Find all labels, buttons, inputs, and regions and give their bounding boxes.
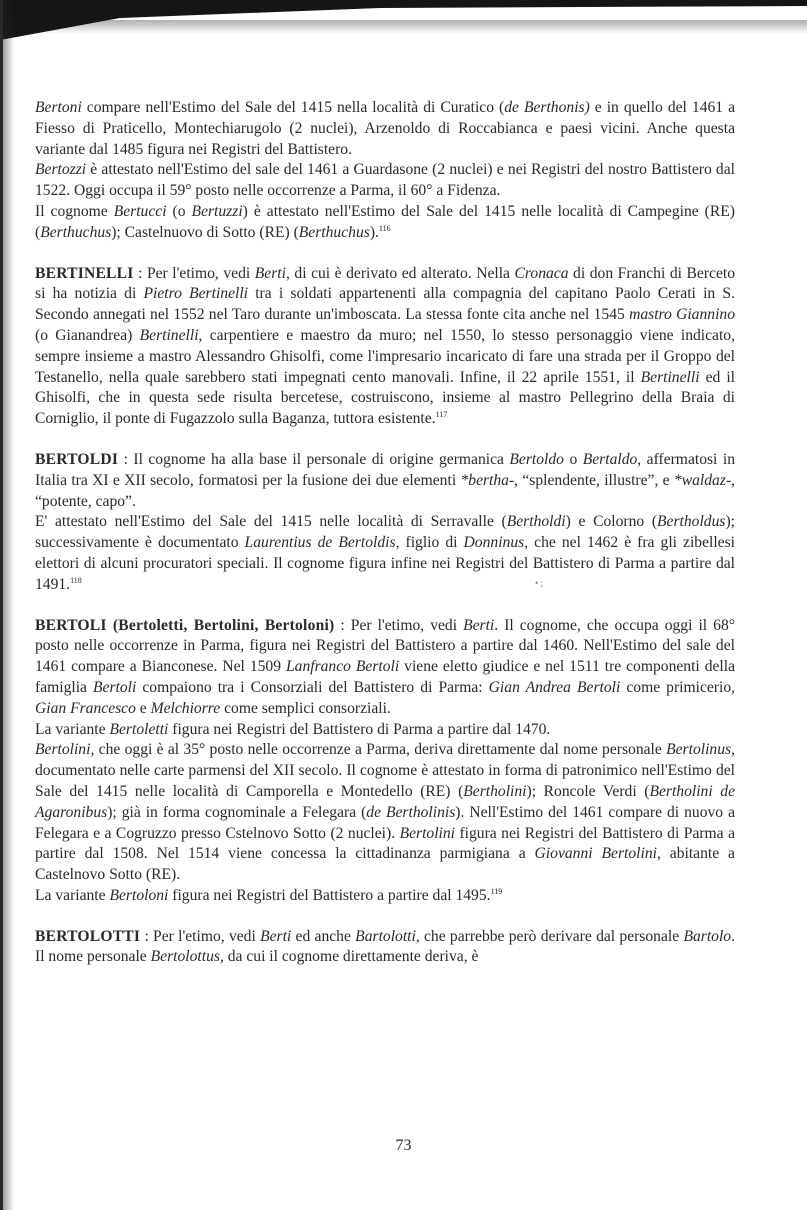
italic-term: Bertinelli <box>139 326 199 344</box>
italic-term: de Bertholinis <box>366 803 456 821</box>
text-run: ed il Ghisolfi, che in questa sede risulta bercetese, costruiscono, insieme al mastro Pellegrino della Braia di Corniglio, il ponte di Fugazzolo sulla Baganza, tuttora esistente. <box>35 368 735 428</box>
paragraph <box>35 264 735 430</box>
text-run: ). Nell'Estimo del 1461 compare di nuovo a Felegara e a Cogruzzo presso Cstelnovo Sotto (2 nuclei). <box>35 803 735 842</box>
italic-term: Berti <box>260 927 292 945</box>
entry-heading: BERTINELLI <box>35 264 134 282</box>
text-run: . Il cognome, che occupa oggi il 68° posto nelle occorrenze in Parma, figura nei Registri del Battistero a partire dal 1460. Nell'Estimo del sale del 1461 compare a Bianconese. Nel 1509 <box>35 616 735 676</box>
text-run: , che parrebbe però derivare dal personale <box>415 927 684 945</box>
italic-term: Bertinelli <box>640 368 700 386</box>
text-run: ) e Colorno ( <box>565 513 658 531</box>
italic-term: Bertoli <box>93 678 137 696</box>
italic-term: Bertolini <box>35 741 91 759</box>
italic-term: *waldaz- <box>673 471 732 489</box>
entry-heading: BERTOLOTTI <box>35 927 141 945</box>
text-run: tra i soldati appartenenti alla compagnia del capitano Paolo Cerati in S. Secondo annegati nel 1552 nel Taro durante un'imboscata. La stessa fonte cita anche nel 1545 <box>35 285 735 324</box>
footnote-ref: 118 <box>70 575 82 585</box>
text-run: figura nei Registri del Battistero di Parma a partire dal 1470. <box>168 720 551 738</box>
italic-term: Bertholini <box>463 782 527 800</box>
paragraph <box>35 740 735 886</box>
text-run: : Per l'etimo, vedi <box>133 264 255 282</box>
text-run: : Per l'etimo, vedi <box>334 616 464 634</box>
text-run: (o <box>166 202 192 220</box>
text-run: La variante <box>35 886 110 904</box>
text-run: compare nell'Estimo del Sale del 1415 nella località di Curatico ( <box>81 99 505 116</box>
italic-term: de Berthonis) <box>504 99 590 116</box>
italic-term: Bertolottus <box>150 948 220 966</box>
paragraph <box>35 160 735 202</box>
footnote-ref: 117 <box>435 410 448 420</box>
paragraph <box>35 98 735 160</box>
text-run: , abitante a Castelnovo Sotto (RE). <box>35 845 735 884</box>
paragraph <box>35 202 735 244</box>
italic-term: Donninus <box>463 534 525 552</box>
text-run: , carpentiere e maestro da muro; nel 1550, lo stesso personaggio viene indicato, sempre insieme a mastro Alessandro Ghisolfi, come l'impresario incaricato di fare una strada per il Groppo del Testanello, nella quale sarebbero stati impegnati cento manovali. Infine, il 22 aprile 1551, il <box>35 326 735 386</box>
text-run: ); successivamente è documentato <box>35 513 735 552</box>
italic-term: Bertoni <box>35 99 82 116</box>
italic-term: Melchiorre <box>150 699 221 717</box>
text-run: , che nel 1462 è fra gli zibellesi elettori di alcuni procuratori speciali. Il cognome figura infine nei Registri del Battistero di Parma a partire dal 1491. <box>35 534 736 593</box>
italic-term: Berti <box>254 264 286 282</box>
italic-term: Bertolinus <box>666 741 732 759</box>
text-run: , che oggi è al 35° posto nelle occorrenze a Parma, deriva direttamente dal nome personale <box>90 741 667 759</box>
italic-term: Bartolotti <box>355 927 416 945</box>
paragraph <box>35 616 735 720</box>
footnote-ref: 116 <box>378 223 391 233</box>
text-run: ). <box>369 223 379 241</box>
text-run: , “potente, capo”. <box>35 471 735 510</box>
italic-term: Bertolini <box>399 824 456 842</box>
italic-term: Bertozzi <box>35 161 87 179</box>
paragraph <box>35 512 735 595</box>
paragraph <box>35 886 735 907</box>
italic-term: Bertoldo <box>509 450 564 468</box>
text-run: di don Franchi di Berceto si ha notizia di <box>35 264 735 303</box>
italic-term: Pietro Bertinelli <box>143 285 248 303</box>
text-run: viene eletto giudice e nel 1511 tre componenti della famiglia <box>35 658 736 696</box>
text-run: e in quello del 1461 a Fiesso di Praticello, Montechiarugolo (2 nuclei), Arzenoldo di Roccabianca e paesi vicini. Anche questa variante dal 1485 figura nei Registri del Battistero. <box>35 99 736 158</box>
paragraph <box>35 450 735 512</box>
italic-term: Bertholdi <box>506 513 566 531</box>
text-run: . Il nome personale <box>35 927 735 966</box>
italic-term: Giovanni Bertolini <box>534 845 657 863</box>
scan-speck: • ; <box>535 578 543 588</box>
text-run: , di cui è derivato ed alterato. Nella <box>285 264 515 282</box>
italic-term: *bertha- <box>460 471 515 489</box>
text-run: : Il cognome ha alla base il personale di origine germanica <box>118 450 510 468</box>
italic-term: Bertholdus <box>657 513 726 531</box>
text-run: (o Gianandrea) <box>35 326 140 344</box>
italic-term: Bertoloni <box>109 886 169 904</box>
text-run: figura nei Registri del Battistero a partire dal 1495. <box>168 886 491 904</box>
paragraph <box>35 720 735 741</box>
italic-term: Berti <box>463 616 495 634</box>
text-run: , affermatosi in Italia tra XI e XII secolo, formatosi per la fusione dei due elementi <box>35 450 735 489</box>
italic-term: Bertoletti <box>109 720 169 738</box>
italic-term: Bertuzzi <box>191 202 243 220</box>
text-run: ); Castelnuovo di Sotto (RE) ( <box>111 223 299 241</box>
text-run: , da cui il cognome direttamente deriva, è <box>219 948 479 966</box>
text-run: : Per l'etimo, vedi <box>140 927 261 945</box>
paragraph <box>35 927 735 969</box>
entry-heading: BERTOLDI <box>35 450 119 468</box>
text-run: Il cognome <box>35 202 114 220</box>
text-run: ed anche <box>291 927 356 945</box>
page-number: 73 <box>395 1137 412 1154</box>
text-run: La variante <box>35 720 110 738</box>
italic-term: Gian Andrea Bertoli <box>488 678 621 696</box>
italic-term: Cronaca <box>514 264 569 282</box>
text-run: ); già in forma cognominale a Felegara ( <box>107 803 367 821</box>
text-run: o <box>563 450 583 468</box>
text-run: come semplici consorziali. <box>220 699 391 717</box>
italic-term: Berthuchus <box>40 223 112 241</box>
italic-term: mastro Giannino <box>629 306 735 324</box>
italic-term: Bartolo <box>683 927 732 945</box>
text-run: è attestato nell'Estimo del sale del 1461 a Guardasone (2 nuclei) e nei Registri del nostro Battistero dal 1522. Oggi occupa il 59° posto nelle occorrenze a Parma, il 60° a Fidenza. <box>35 161 735 200</box>
italic-term: Laurentius de Bertoldis <box>244 534 396 552</box>
footnote-ref: 119 <box>490 886 503 896</box>
italic-term: Berthuchus <box>298 223 370 241</box>
text-run: , documentato nelle carte parmensi del XII secolo. Il cognome è attestato in forma di patronimico nell'Estimo del Sale del 1415 nelle località di Camporella e Montedello (RE) ( <box>35 741 735 800</box>
text-run: figura nei Registri del Battistero di Parma a partire dal 1508. Nel 1514 viene concessa la cittadinanza parmigiana a <box>35 824 735 863</box>
text-run: ) è attestato nell'Estimo del Sale del 1415 nelle località di Campegine (RE) ( <box>35 202 735 241</box>
italic-term: Lanfranco Bertoli <box>285 658 400 676</box>
text-run: come primicerio, <box>620 678 736 696</box>
text-run: compaiono tra i Consorziali del Battistero di Parma: <box>136 678 489 696</box>
text-run: E' attestato nell'Estimo del Sale del 1415 nelle località di Serravalle ( <box>35 513 507 531</box>
italic-term: Bertaldo <box>582 450 638 468</box>
page-body <box>35 98 735 968</box>
italic-term: Bertholini de Agaronibus <box>35 782 735 821</box>
entry-heading: BERTOLI (Bertoletti, Bertolini, Bertoloni) <box>35 616 335 634</box>
text-run: , figlio di <box>395 534 464 552</box>
text-run: e <box>135 699 151 717</box>
italic-term: Gian Francesco <box>35 699 136 717</box>
text-run: ); Roncole Verdi ( <box>526 782 650 800</box>
italic-term: Bertucci <box>113 202 167 220</box>
text-run: , “splendente, illustre”, e <box>514 471 674 489</box>
